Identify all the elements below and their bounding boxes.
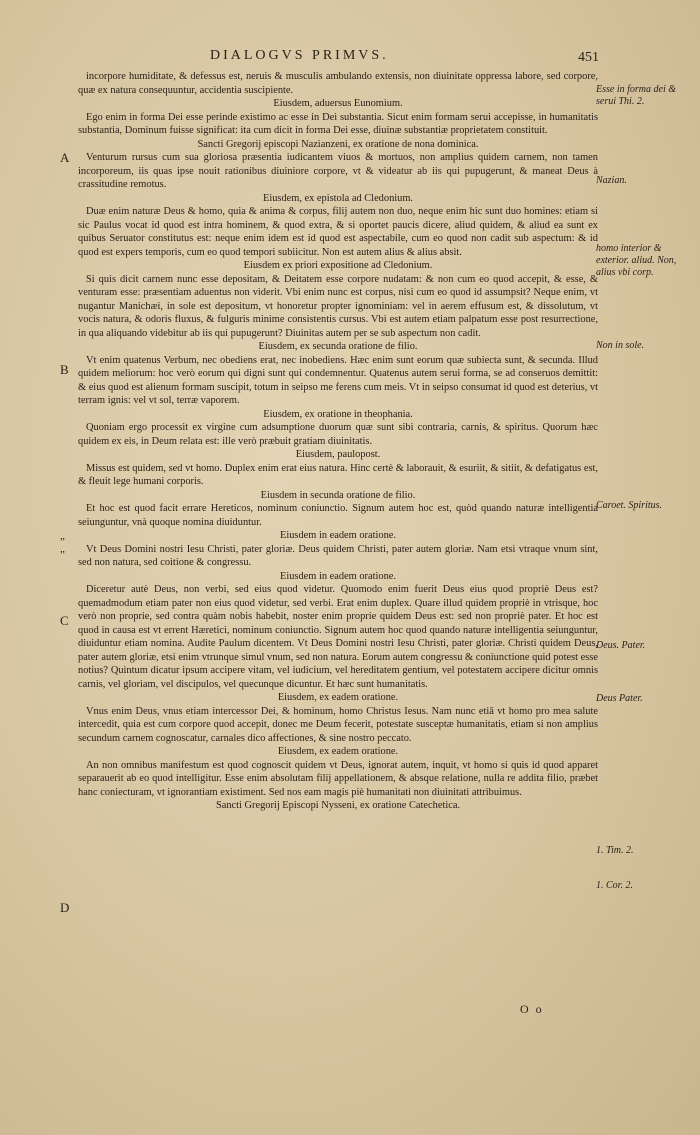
section-letter: D	[60, 900, 70, 915]
section-heading: Eiusdem, paulopost.	[295, 449, 381, 460]
paragraph: Ego enim in forma Dei esse perinde existimo ac esse in Dei substantia. Sicut enim formam serui accepisse, in humanitatis substantia, Dominum fuisse significat: ita cum dicit in forma Dei esse, diuinæ substantiæ proprietatem constituit.	[78, 111, 598, 136]
page-number: 451	[578, 50, 599, 65]
margin-note: 1. Cor. 2.	[596, 880, 633, 891]
paragraph: Vt enim quatenus Verbum, nec obediens erat, nec inobediens. Hæc enim sunt eorum quæ subiecta sunt, & secunda. Illud quidem meliorum: hoc verò eorum qui digni sunt qui condemnentur. Quatenus autem serui forma, se ad conseruos demittit: & eius quod est alienum formam suscipit, totum in seipso me ferens cum meis. Vt in seipso consumat id quod est deterius, vt terram ignis: vel vt sol, terræ vaporem.	[78, 354, 598, 406]
quote-mark: „	[60, 543, 64, 555]
section-heading: Eiusdem, ex eadem oratione.	[277, 692, 399, 703]
margin-note: Non in sole.	[596, 340, 645, 351]
paragraph: Duæ enim naturæ Deus & homo, quia & anima & corpus, filij autem non duo, neque enim hic sunt duo homines: etiam si sic Paulus vocat id quod est intra hominem, & quod extra, & si oportet paucis dicere, aliud quidem, & aliud ea sunt ex quibus Seruator constitutus est: neque enim idem est id quod est aspectabile, cum eo quod non cadit sub aspectum: & id quod est expers temporis, cum eo quod tempori subiicitur. Non est autem alius & alius absit.	[78, 206, 598, 258]
paragraph: Venturum rursus cum sua gloriosa præsentia iudicantem viuos & mortuos, non amplius quidem carnem, non tamen incorporeum, iis quas ipse nouit rationibus diuiniore corpore, vt & videatur ab iis qui pupugerunt, & maneat Deus à crassitudine remotus.	[78, 152, 598, 190]
section-heading: Eiusdem ex priori expositione ad Cledonium.	[243, 260, 433, 271]
section-heading: Eiusdem, aduersus Eunomium.	[273, 98, 403, 109]
section-letter: C	[60, 613, 69, 628]
section-letter: A	[60, 150, 70, 165]
paragraph: Quoniam ergo processit ex virgine cum adsumptione duorum quæ sunt sibi contraria, carnis, & spiritus. Quorum hæc quidem ex eis, in Deum relata est: ille verò præbuit gratiam diuinitatis.	[78, 422, 598, 447]
section-heading: Eiusdem, ex secunda oratione de filio.	[258, 341, 418, 352]
paragraph: Et hoc est quod facit errare Hereticos, nominum coniunctio. Signum autem hoc est, quòd quando naturæ intelligentia seiunguntur, vnà quoque nomina diuiduntur.	[78, 503, 598, 528]
margin-note: Deus. Pater.	[596, 640, 646, 651]
main-text	[78, 70, 598, 813]
margin-note: 1. Tim. 2.	[596, 845, 634, 856]
paragraph: An non omnibus manifestum est quod cognoscit quidem vt Deus, ignorat autem, inquit, vt homo si quis id quod apparet separauerit ab eo quod intelligitur. Esse enim absolutam filij appellationem, & absque relatione, nulla re addita filio, præbet hanc coniecturam, vt ignorantiam existiment. Sed nos eam magis piè humanitati non diuinitati attribuimus.	[78, 759, 598, 798]
paragraph: Diceretur autè Deus, non verbi, sed eius quod videtur. Quomodo enim fuerit Deus eius quod propriè Deus est? quemadmodum etiam pater non eius quod videtur, sed verbi. Erat enim duplex. Quare illud quidem propriè in vtrisque, hoc verò non proprie, sed contra quàm nobis habebit, noster enim proprie quidem Deus est: sed non propriè pater. Et hoc est quod in causa est vt errent Hæretici, nominum coniunctio. Signum autem hoc quod quando naturæ intelligentia seiunguntur, diuiduntur etiam nomina. Audite Paulum dicentem. Vt Deus Domini nostri Iesu Christi, pater gloriæ. Christi quidem Deus, pater autem gloriæ, etsi enim vtrunque simul vnum, sed non natura. Eorum autem congressu & coniunctione quid potest esse notius? Quintum dicatur ipsum accipere vitam, vel iudicium, vel hereditatem gentium, vel potestatem accipere dicitur omnis carnis, vel gloriam, vel discipulos, vel quecunque dicuntur. Et hæc sunt humanitatis.	[78, 584, 598, 690]
running-head: DIALOGVS PRIMVS.	[210, 48, 389, 63]
margin-note: Nazian.	[596, 175, 627, 186]
paragraph: Missus est quidem, sed vt homo. Duplex enim erat eius natura. Hinc certè & laborauit, & esuriit, & sitiit, & defatigatus est, & fleuit lege humani corporis.	[78, 462, 598, 487]
paragraph: incorpore humiditate, & defessus est, neruis & musculis ambulando extensis, non diuinitate oppressa labore, sed corpore, quæ ex natura consequuntur, accidentia suscipiente.	[78, 71, 598, 96]
section-heading: Sancti Gregorij Episcopi Nysseni, ex oratione Catechetica.	[215, 800, 461, 811]
margin-note: Caroet. Spiritus.	[596, 500, 663, 511]
section-heading: Eiusdem in eadem oratione.	[280, 530, 396, 541]
margin-note: Esse in forma dei & serui Thi. 2.	[596, 84, 676, 107]
catchword: O o	[520, 1002, 544, 1016]
section-heading: Eiusdem, ex eadem oratione.	[277, 746, 399, 757]
paragraph: Si quis dicit carnem nunc esse depositam, & Deitatem esse corpore nudatam: & non cum eo quod accepit, & esse, & venturam esse: præsentiam aduentus non viderit. Vbi enim nunc est corpus, nisi cum eo quod id assumpsit? Neque enim, vt nugantur Manichæi, in sole est depositum, vt honoretur propter ignominiam: vel in aerem effusum est, & dissolutum, vt vocis natura, & odoris fluxus, & fulguris minime consistentis cursus. Vbi est autem etiam palpatum esse post resurrectione, in qua aliquando videbitur ab iis qui pupugerunt? Diuinitas autem per se sub aspectum non cadit.	[78, 273, 598, 339]
quote-mark: „	[60, 530, 64, 542]
section-heading: Eiusdem, ex epistola ad Cledonium.	[262, 192, 414, 204]
margin-note: Deus Pater.	[596, 693, 643, 704]
section-heading: Eiusdem, ex oratione in theophania.	[263, 408, 413, 420]
paragraph: Vnus enim Deus, vnus etiam intercessor Dei, & hominum, homo Christus Iesus. Nam nunc etiā vt homo pro mea salute intercedit, quia est cum corpore quod accepit, donec me Deum fecerit, potestate susceptæ humanitatis, etiam si non amplius secundum carnem cognoscatur, carnales dico affectiones, & sine nostro peccato.	[78, 705, 598, 744]
section-heading: Eiusdem in eadem oratione.	[280, 570, 396, 582]
paragraph: Vt Deus Domini nostri Iesu Christi, pater gloriæ. Deus quidem Christi, pater autem gloriæ. Nam etsi vtraque vnum sint, sed non natura, sed coitione & congressu.	[78, 543, 598, 568]
margin-note: homo interior & exterior. aliud. Non, alius vbi corp.	[596, 243, 677, 278]
section-heading: Eiusdem in secunda oratione de filio.	[260, 489, 416, 501]
section-heading: Sancti Gregorij episcopi Nazianzeni, ex oratione de nona dominica.	[197, 138, 479, 150]
section-letter: B	[60, 362, 69, 377]
